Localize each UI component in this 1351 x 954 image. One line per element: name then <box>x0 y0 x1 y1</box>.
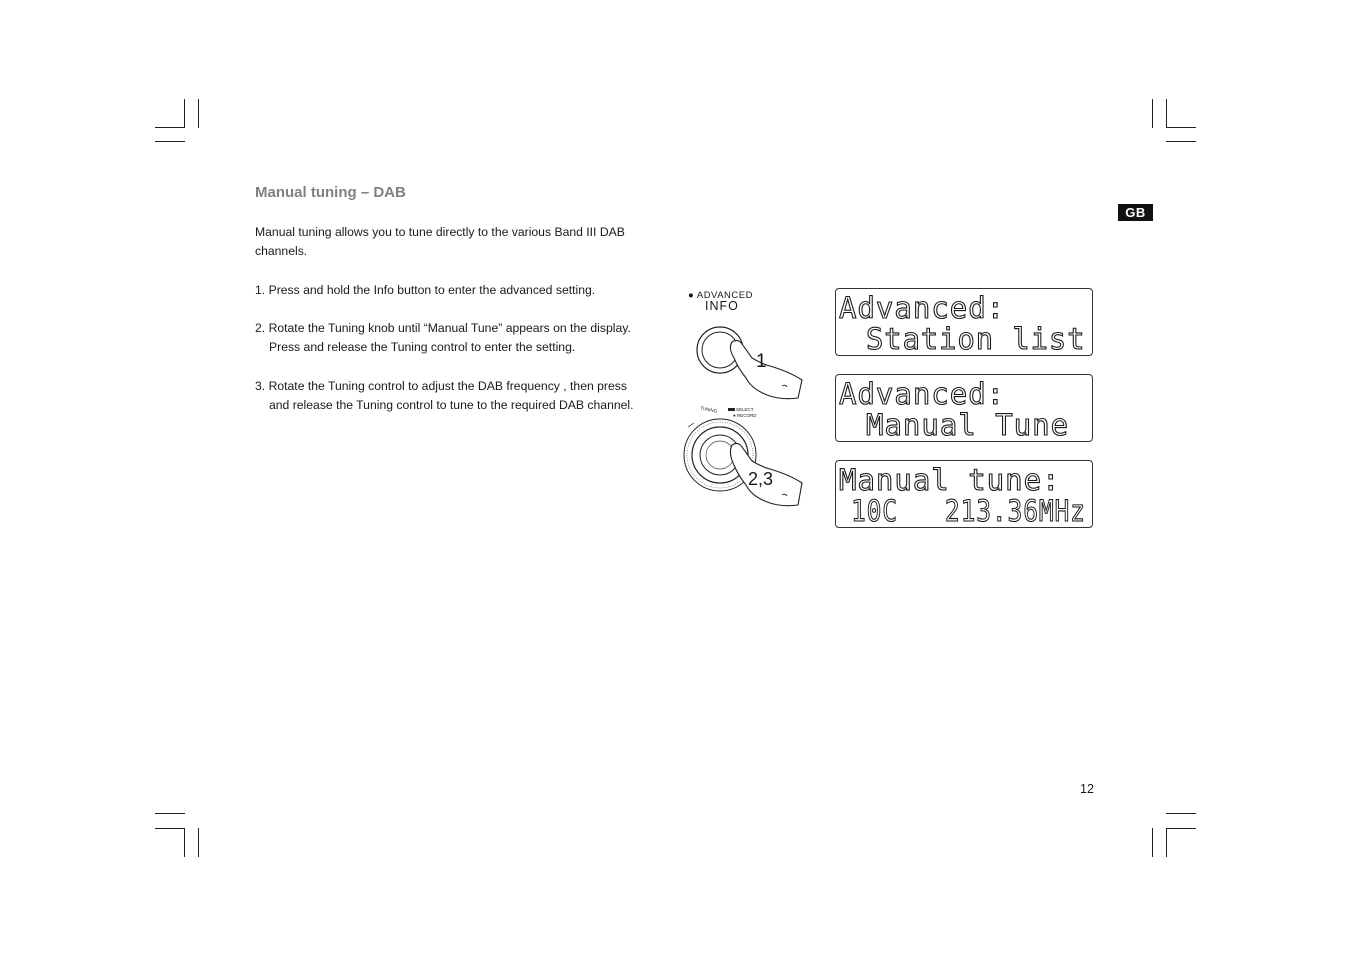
lcd-display-2 <box>835 374 1093 442</box>
step-1 <box>255 281 675 300</box>
info-button-illustration <box>690 320 810 402</box>
step-number: 2. <box>255 321 266 335</box>
advanced-label: ● ADVANCED <box>688 290 753 301</box>
crop-mark <box>1152 828 1153 857</box>
lcd-display-3 <box>835 460 1093 528</box>
crop-mark <box>1166 127 1196 128</box>
info-label: INFO <box>705 299 739 313</box>
tuning-label: TUNING <box>699 405 718 414</box>
intro-paragraph: Manual tuning allows you to tune directly to the various Band III DAB channels. <box>255 225 625 258</box>
section-title: Manual tuning – DAB <box>255 184 406 201</box>
crop-mark <box>184 828 185 857</box>
step-text: Rotate the Tuning knob until “Manual Tune” appears on the display. <box>268 321 631 335</box>
step-continuation: Press and release the Tuning control to enter the setting. <box>269 340 576 354</box>
crop-mark <box>1166 828 1196 829</box>
step-number: 3. <box>255 379 266 393</box>
crop-mark <box>155 828 185 829</box>
select-label: SELECT <box>736 407 754 412</box>
crop-mark <box>184 99 185 128</box>
step-2 <box>255 319 675 357</box>
callout-1: 1 <box>756 351 767 372</box>
step-continuation: and release the Tuning control to tune to the required DAB channel. <box>269 398 634 412</box>
crop-mark <box>198 99 199 128</box>
language-badge: GB <box>1118 204 1153 221</box>
step-number: 1. <box>255 283 266 297</box>
crop-mark <box>1166 99 1167 128</box>
crop-mark <box>1166 828 1167 857</box>
crop-mark <box>1166 141 1196 142</box>
lcd-line-1: Manual tune: <box>839 463 1061 497</box>
lcd-display-1 <box>835 288 1093 356</box>
record-label: ● RECORD <box>733 413 757 418</box>
step-3 <box>255 377 675 415</box>
crop-mark <box>155 813 185 814</box>
crop-mark <box>155 127 185 128</box>
crop-mark <box>155 141 185 142</box>
crop-mark <box>1166 813 1196 814</box>
lcd-line-1: Advanced: <box>839 377 1006 411</box>
crop-mark <box>1152 99 1153 128</box>
page-number: 12 <box>1080 782 1094 796</box>
lcd-line-2: Manual Tune <box>866 408 1070 442</box>
tuning-knob-illustration <box>682 405 812 515</box>
crop-mark <box>198 828 199 857</box>
lcd-line-2: Station list <box>866 322 1086 356</box>
step-text: Press and hold the Info button to enter the advanced setting. <box>268 283 596 297</box>
step-text: Rotate the Tuning control to adjust the DAB frequency , then press <box>268 379 627 393</box>
lcd-line-1: Advanced: <box>839 291 1006 325</box>
callout-2-3: 2,3 <box>748 469 774 489</box>
lcd-line-2: 10C 213.36MHz <box>851 494 1086 528</box>
